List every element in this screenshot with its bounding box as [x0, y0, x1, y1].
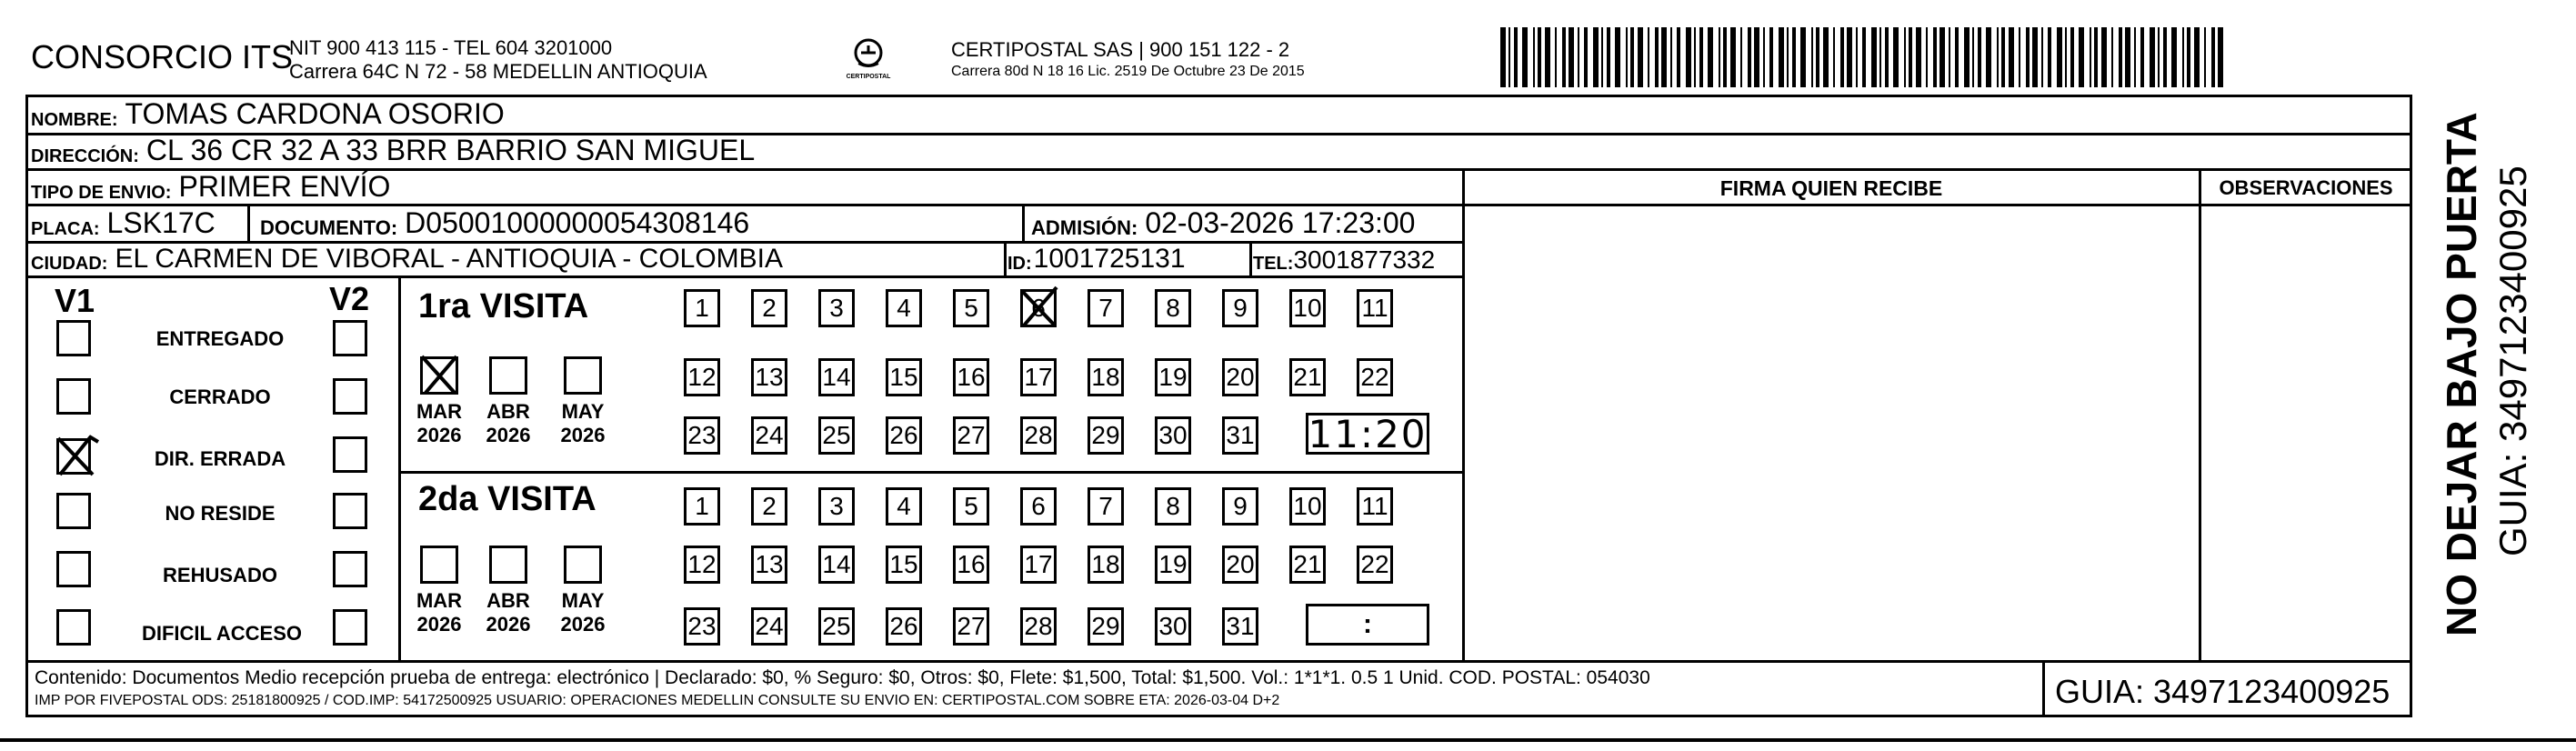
visit2-month-label: MAR — [416, 589, 463, 612]
visit2-day-27[interactable]: 27 — [953, 607, 989, 646]
company-name: CONSORCIO ITS — [31, 38, 294, 75]
visit1-day-4[interactable]: 4 — [886, 289, 922, 327]
city-value: EL CARMEN DE VIBORAL - ANTIOQUIA - COLOMBIA — [115, 244, 784, 274]
tel-value: 3001877332 — [1293, 245, 1436, 274]
barcode-bar — [1763, 27, 1765, 87]
footer-guide-divider — [2042, 660, 2045, 715]
barcode-bar — [2158, 27, 2160, 87]
visit1-day-27[interactable]: 27 — [953, 416, 989, 455]
barcode-bar — [1879, 27, 1881, 87]
v1-checkbox-dificil-acceso[interactable] — [56, 609, 91, 646]
visit1-day-9[interactable]: 9 — [1222, 289, 1258, 327]
id-divider — [1004, 241, 1007, 275]
barcode-bar — [1694, 27, 1696, 87]
doc-label: DOCUMENTO: — [260, 216, 398, 239]
barcode-bar — [2204, 27, 2206, 87]
visit1-day-18[interactable]: 18 — [1088, 358, 1124, 396]
v2-checkbox-rehusado[interactable] — [333, 551, 367, 587]
id-value: 1001725131 — [1033, 244, 1186, 274]
type-row — [31, 171, 390, 204]
shipment-type: PRIMER ENVÍO — [178, 170, 391, 203]
visit1-month-label: MAY — [561, 400, 605, 423]
visit1-day-26[interactable]: 26 — [886, 416, 922, 455]
company-address: Carrera 64C N 72 - 58 MEDELLIN ANTIOQUIA — [289, 60, 707, 83]
barcode-bar — [1670, 27, 1672, 87]
barcode-bar — [1500, 27, 1506, 87]
footer-guide: GUIA: 3497123400925 — [2055, 673, 2391, 710]
visit1-day-20[interactable]: 20 — [1222, 358, 1258, 396]
visit2-time-box[interactable] — [1306, 604, 1429, 646]
id-row — [1007, 244, 1186, 275]
logo-text: CERTIPOSTAL — [846, 74, 891, 80]
city-row — [31, 244, 783, 275]
v2-checkbox-no-reside[interactable] — [333, 493, 367, 529]
barcode-bar — [1933, 27, 1937, 87]
tel-row — [1253, 244, 1435, 275]
barcode-bar — [1871, 27, 1877, 87]
frame-bottom-line — [25, 715, 2412, 717]
barcode — [1500, 27, 2228, 87]
observations-label: OBSERVACIONES — [2219, 176, 2393, 199]
barcode-bar — [1740, 27, 1742, 87]
visit2-day-24[interactable]: 24 — [751, 607, 787, 646]
visit1-day-21[interactable]: 21 — [1289, 358, 1326, 396]
visit2-day-29[interactable]: 29 — [1088, 607, 1124, 646]
barcode-bar — [1792, 27, 1796, 87]
barcode-bar — [1686, 27, 1691, 87]
visit2-day-11[interactable]: 11 — [1357, 487, 1393, 526]
barcode-bar — [2218, 27, 2223, 87]
barcode-bar — [2125, 27, 2130, 87]
visit2-month-checkbox-abr[interactable] — [489, 546, 527, 584]
visit2-day-23[interactable]: 23 — [684, 607, 720, 646]
certipostal-logo — [837, 33, 900, 87]
barcode-bar — [2090, 27, 2091, 87]
plate-row — [31, 207, 216, 240]
visit1-day-22[interactable]: 22 — [1357, 358, 1393, 396]
side-warning: NO DEJAR BAJO PUERTA — [2438, 112, 2485, 636]
visit1-day-24[interactable]: 24 — [751, 416, 787, 455]
visit2-month-label: ABR — [486, 589, 530, 612]
barcode-bar — [1569, 27, 1574, 87]
barcode-bar — [2119, 27, 2122, 87]
v1-label: V1 — [55, 282, 95, 319]
barcode-bar — [1811, 27, 1813, 87]
plate-value: LSK17C — [106, 206, 216, 239]
line-under-city — [25, 275, 1462, 278]
visit2-month-checkbox-may[interactable] — [564, 546, 602, 584]
barcode-bar — [1916, 27, 1921, 87]
v1-checkbox-entregado[interactable] — [56, 320, 91, 356]
barcode-bar — [2001, 27, 2005, 87]
visit2-day-8[interactable]: 8 — [1155, 487, 1191, 526]
barcode-bar — [1955, 27, 1959, 87]
v1-checkbox-cerrado[interactable] — [56, 378, 91, 415]
barcode-bar — [1661, 27, 1667, 87]
barcode-bar — [1719, 27, 1720, 87]
frame-left-line — [25, 95, 28, 717]
visit1-day-30[interactable]: 30 — [1155, 416, 1191, 455]
barcode-bar — [1593, 27, 1599, 87]
barcode-bar — [2171, 27, 2177, 87]
barcode-bar — [1978, 27, 1981, 87]
barcode-bar — [2065, 27, 2067, 87]
visit2-month-checkbox-mar[interactable] — [420, 546, 458, 584]
line-above-footer — [25, 660, 2412, 663]
visit1-month-label: ABR — [486, 400, 530, 423]
visit1-day-7[interactable]: 7 — [1088, 289, 1124, 327]
visit1-title: 1ra VISITA — [418, 287, 589, 325]
visit2-day-30[interactable]: 30 — [1155, 607, 1191, 646]
visit2-day-25[interactable]: 25 — [818, 607, 855, 646]
barcode-bar — [1601, 27, 1603, 87]
barcode-bar — [1779, 27, 1784, 87]
visit2-day-21[interactable]: 21 — [1289, 546, 1326, 584]
status-rehusado: REHUSADO — [163, 564, 277, 586]
visit1-time-box[interactable] — [1306, 413, 1429, 455]
v2-label: V2 — [329, 280, 370, 317]
barcode-bar — [1578, 27, 1579, 87]
address-row — [31, 135, 755, 167]
barcode-bar — [1699, 27, 1703, 87]
visit1-month-checkbox-mar[interactable] — [420, 356, 458, 395]
visit1-day-29[interactable]: 29 — [1088, 416, 1124, 455]
barcode-bar — [1584, 27, 1588, 87]
barcode-bar — [1723, 27, 1727, 87]
visit2-day-10[interactable]: 10 — [1289, 487, 1326, 526]
doc-divider — [247, 204, 250, 241]
barcode-bar — [1730, 27, 1736, 87]
barcode-bar — [1638, 27, 1643, 87]
visit1-month-year: 2026 — [486, 424, 531, 446]
barcode-bar — [2111, 27, 2113, 87]
v1-checkbox-rehusado[interactable] — [56, 551, 91, 587]
status-entregado: ENTREGADO — [155, 327, 285, 350]
visit2-day-14[interactable]: 14 — [818, 546, 855, 584]
visit2-day-17[interactable]: 17 — [1020, 546, 1057, 584]
visit1-day-17[interactable]: 17 — [1020, 358, 1057, 396]
barcode-bar — [1893, 27, 1899, 87]
courier-name: CERTIPOSTAL SAS | 900 151 122 - 2 — [951, 38, 1290, 61]
barcode-bar — [1787, 27, 1789, 87]
barcode-bar — [1862, 27, 1866, 87]
barcode-bar — [1885, 27, 1889, 87]
barcode-bar — [2079, 27, 2084, 87]
visit2-day-7[interactable]: 7 — [1088, 487, 1124, 526]
v1-checkbox-dir-errada[interactable] — [56, 438, 91, 475]
visit2-month-year: 2026 — [486, 613, 531, 636]
recipient-name: TOMAS CARDONA OSORIO — [125, 97, 505, 130]
barcode-bar — [1904, 27, 1906, 87]
visit1-time: 11:20 — [1308, 411, 1428, 456]
plate-label: PLACA: — [31, 219, 100, 239]
visit2-month-label: MAY — [561, 589, 605, 612]
barcode-bar — [1769, 27, 1773, 87]
doc-row — [260, 207, 749, 240]
visit2-day-19[interactable]: 19 — [1155, 546, 1191, 584]
visit1-month-year: 2026 — [416, 424, 462, 446]
company-nit: NIT 900 413 115 - TEL 604 3201000 — [289, 36, 613, 59]
admission-label: ADMISIÓN: — [1031, 216, 1138, 239]
barcode-bar — [1856, 27, 1858, 87]
visit1-day-8[interactable]: 8 — [1155, 289, 1191, 327]
v2-checkbox-entregado[interactable] — [333, 320, 367, 356]
visit2-day-12[interactable]: 12 — [684, 546, 720, 584]
signature-left-line — [1462, 168, 1465, 660]
barcode-bar — [1997, 27, 1999, 87]
barcode-bar — [1986, 27, 1991, 87]
visit2-day-6[interactable]: 6 — [1020, 487, 1057, 526]
id-label: ID: — [1007, 254, 1032, 274]
visit1-day-16[interactable]: 16 — [953, 358, 989, 396]
barcode-bar — [2032, 27, 2038, 87]
status-dir-errada: DIR. ERRADA — [154, 447, 286, 470]
barcode-bar — [2194, 27, 2200, 87]
v2-checkbox-dir-errada[interactable] — [333, 436, 367, 473]
visit1-month-year: 2026 — [560, 424, 606, 446]
status-right-line — [398, 275, 401, 660]
barcode-bar — [2057, 27, 2062, 87]
visit1-day-23[interactable]: 23 — [684, 416, 720, 455]
barcode-bar — [2163, 27, 2167, 87]
visit1-day-6[interactable]: 6 — [1020, 289, 1057, 327]
frame-right-line — [2410, 95, 2412, 717]
visit2-day-5[interactable]: 5 — [953, 487, 989, 526]
cut-line — [0, 738, 2576, 742]
tel-divider — [1249, 241, 1252, 275]
visit1-month-checkbox-may[interactable] — [564, 356, 602, 395]
barcode-bar — [1909, 27, 1912, 87]
barcode-bar — [1555, 27, 1557, 87]
side-guide: GUIA: 3497123400925 — [2491, 165, 2534, 556]
visit2-day-26[interactable]: 26 — [886, 607, 922, 646]
barcode-bar — [1533, 27, 1535, 87]
visit2-day-2[interactable]: 2 — [751, 487, 787, 526]
barcode-bar — [2041, 27, 2043, 87]
visit2-day-1[interactable]: 1 — [684, 487, 720, 526]
name-row — [31, 98, 505, 131]
visit1-day-12[interactable]: 12 — [684, 358, 720, 396]
courier-address: Carrera 80d N 18 16 Lic. 2519 De Octubre 23 De 2015 — [951, 64, 1305, 79]
visit2-day-4[interactable]: 4 — [886, 487, 922, 526]
visit1-day-11[interactable]: 11 — [1357, 289, 1393, 327]
visit1-month-checkbox-abr[interactable] — [489, 356, 527, 395]
barcode-bar — [2101, 27, 2107, 87]
barcode-bar — [1708, 27, 1713, 87]
signature-header-line — [1462, 204, 2412, 205]
visit2-day-9[interactable]: 9 — [1222, 487, 1258, 526]
line-mid-visits — [400, 471, 1462, 474]
barcode-bar — [1847, 27, 1852, 87]
barcode-bar — [1833, 27, 1835, 87]
visit2-day-13[interactable]: 13 — [751, 546, 787, 584]
barcode-bar — [2182, 27, 2184, 87]
barcode-bar — [2070, 27, 2074, 87]
admission-value: 02-03-2026 17:23:00 — [1145, 206, 1416, 239]
visit1-day-28[interactable]: 28 — [1020, 416, 1057, 455]
visit1-day-25[interactable]: 25 — [818, 416, 855, 455]
visit2-day-20[interactable]: 20 — [1222, 546, 1258, 584]
visit2-day-18[interactable]: 18 — [1088, 546, 1124, 584]
barcode-bar — [1949, 27, 1950, 87]
admission-row — [1031, 207, 1415, 240]
visit2-day-3[interactable]: 3 — [818, 487, 855, 526]
visit1-day-31[interactable]: 31 — [1222, 416, 1258, 455]
barcode-bar — [1800, 27, 1806, 87]
visit2-day-16[interactable]: 16 — [953, 546, 989, 584]
type-label: TIPO DE ENVIO: — [31, 183, 172, 203]
tel-label: TEL: — [1253, 254, 1294, 274]
barcode-bar — [2094, 27, 2098, 87]
visit1-day-3[interactable]: 3 — [818, 289, 855, 327]
barcode-bar — [1630, 27, 1634, 87]
footer-imp: IMP POR FIVEPOSTAL ODS: 25181800925 / COD.IMP: 54172500925 USUARIO: OPERACIONES MEDELLIN CONSULTE SU ENVIO EN: CERTIPOSTAL.COM SOBRE ETA: 2026-03-04 D+2 — [35, 693, 1280, 708]
barcode-bar — [1964, 27, 1970, 87]
visit1-day-13[interactable]: 13 — [751, 358, 787, 396]
barcode-bar — [1626, 27, 1628, 87]
barcode-bar — [1926, 27, 1928, 87]
v1-checkbox-no-reside[interactable] — [56, 493, 91, 529]
barcode-bar — [1514, 27, 1518, 87]
address-label: DIRECCIÓN: — [31, 146, 139, 166]
barcode-bar — [1607, 27, 1610, 87]
barcode-bar — [2140, 27, 2144, 87]
barcode-bar — [1655, 27, 1659, 87]
visit2-day-31[interactable]: 31 — [1222, 607, 1258, 646]
recipient-address: CL 36 CR 32 A 33 BRR BARRIO SAN MIGUEL — [145, 134, 756, 166]
visit1-month-label: MAR — [416, 400, 463, 423]
barcode-bar — [2048, 27, 2051, 87]
v2-checkbox-dificil-acceso[interactable] — [333, 609, 367, 646]
visit1-day-10[interactable]: 10 — [1289, 289, 1326, 327]
visit1-day-5[interactable]: 5 — [953, 289, 989, 327]
barcode-bar — [1748, 27, 1751, 87]
visit2-title: 2da VISITA — [418, 480, 596, 518]
barcode-bar — [1823, 27, 1829, 87]
barcode-bar — [1562, 27, 1566, 87]
barcode-bar — [1522, 27, 1528, 87]
barcode-bar — [1754, 27, 1759, 87]
barcode-bar — [1509, 27, 1510, 87]
barcode-bar — [1648, 27, 1649, 87]
status-no-reside: NO RESIDE — [165, 502, 276, 525]
barcode-bar — [2211, 27, 2215, 87]
barcode-bar — [2134, 27, 2136, 87]
signature-label: FIRMA QUIEN RECIBE — [1719, 176, 1943, 200]
visit2-day-28[interactable]: 28 — [1020, 607, 1057, 646]
visit2-day-15[interactable]: 15 — [886, 546, 922, 584]
barcode-bar — [1940, 27, 1945, 87]
barcode-bar — [2187, 27, 2190, 87]
city-label: CIUDAD: — [31, 254, 108, 274]
doc-value: D05001000000054308146 — [405, 206, 750, 239]
barcode-bar — [1545, 27, 1550, 87]
visit1-day-15[interactable]: 15 — [886, 358, 922, 396]
barcode-bar — [2009, 27, 2014, 87]
barcode-bar — [1538, 27, 1541, 87]
name-label: NOMBRE: — [31, 110, 118, 130]
visit2-time: : — [1363, 609, 1372, 639]
barcode-bar — [1972, 27, 1974, 87]
status-dificil-acceso: DIFICIL ACCESO — [141, 622, 302, 645]
barcode-bar — [2150, 27, 2155, 87]
visit1-day-2[interactable]: 2 — [751, 289, 787, 327]
barcode-bar — [1840, 27, 1844, 87]
barcode-bar — [1816, 27, 1819, 87]
footer-content: Contenido: Documentos Medio recepción prueba de entrega: electrónico | Declarado: $0, % Seguro: $0, Otros: $0, Flete: $1,500, Total: $1,500. Vol.: 1*1*1. 0.5 1 Unid. COD. POSTAL: 054030 — [35, 667, 1650, 688]
admission-divider — [1022, 204, 1025, 241]
visit2-month-year: 2026 — [416, 613, 462, 636]
barcode-bar — [2026, 27, 2030, 87]
observations-left-line — [2199, 168, 2201, 660]
barcode-bar — [1677, 27, 1680, 87]
barcode-bar — [2019, 27, 2020, 87]
visit1-day-14[interactable]: 14 — [818, 358, 855, 396]
barcode-bar — [1615, 27, 1620, 87]
visit1-day-1[interactable]: 1 — [684, 289, 720, 327]
visit1-day-19[interactable]: 19 — [1155, 358, 1191, 396]
visit2-day-22[interactable]: 22 — [1357, 546, 1393, 584]
v2-checkbox-cerrado[interactable] — [333, 378, 367, 415]
visit2-month-year: 2026 — [560, 613, 606, 636]
status-cerrado: CERRADO — [169, 386, 271, 408]
